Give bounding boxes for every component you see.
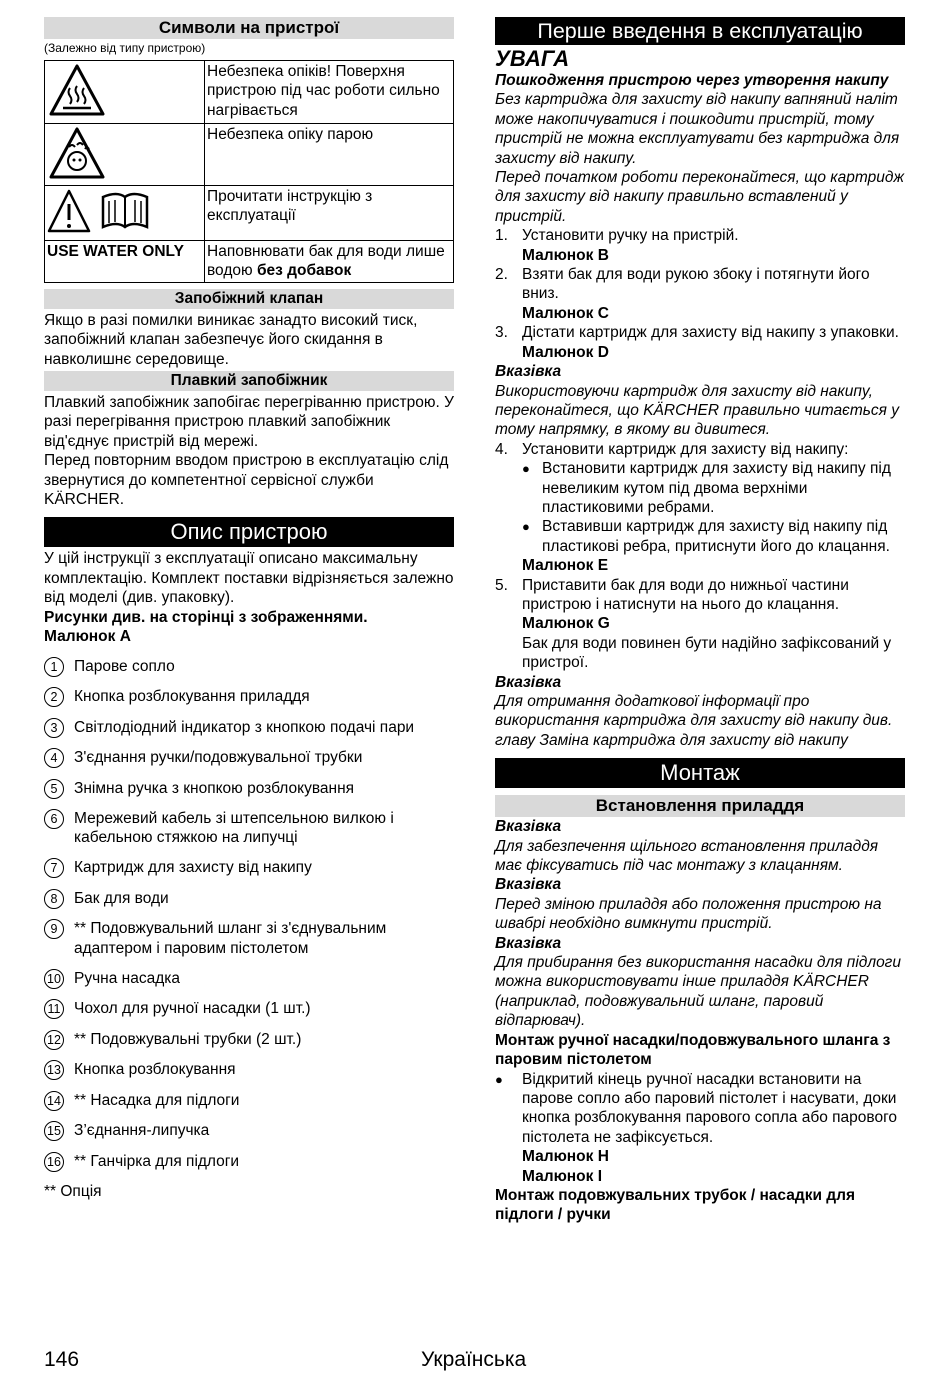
item-text: Бак для води	[74, 889, 169, 907]
note-text: Для забезпечення щільного встановлення приладдя має фіксуватись під час монтажу з клацанням.	[495, 837, 879, 875]
item-number: 3	[44, 718, 64, 738]
figure-b-label: Малюнок B	[522, 246, 609, 264]
symbols-note: (Залежно від типу пристрою)	[44, 41, 206, 55]
fuse-text: Перед повторним вводом пристрою в експлуатацію слід звернутися до компетентної сервісної служби KÄRCHER.	[44, 452, 449, 509]
step-1: 1. Установити ручку на пристрій.	[495, 226, 905, 245]
item-text: З’єднання-липучка	[74, 1122, 210, 1140]
symbol-row	[45, 124, 454, 186]
hot-surface-warning-icon	[45, 61, 205, 124]
page-number: 146	[44, 1348, 80, 1371]
use-water-only-label: USE WATER ONLY	[45, 241, 205, 283]
right-column	[495, 17, 905, 1225]
note-label: Вказівка	[495, 934, 562, 952]
item-number: 1	[44, 657, 64, 677]
list-item	[44, 999, 454, 1019]
symbol-row	[45, 241, 454, 283]
list-item	[44, 809, 454, 848]
list-item	[44, 1030, 454, 1050]
bullet-item: ● Встановити картридж для захисту від накипу під невеликим кутом під двома верхніми пластиковими ребрами.	[495, 459, 905, 517]
item-text: Мережевий кабель зі штепсельною вилкою і кабельною стяжкою на липучці	[74, 810, 394, 847]
item-text: ** Подовжувальні трубки (2 шт.)	[74, 1030, 302, 1048]
item-text: Кнопка розблокування приладдя	[74, 688, 310, 705]
symbol-row	[45, 61, 454, 124]
item-text: Кнопка розблокування	[74, 1061, 236, 1079]
figures-note: Рисунки див. на сторінці з зображеннями.	[44, 608, 368, 626]
parts-list	[44, 657, 454, 1172]
list-item	[44, 1121, 454, 1141]
list-item	[44, 919, 454, 958]
note-text: Для отримання додаткової інформації про використання картриджа для захисту від накипу див. главу Заміна картриджа для захисту від накипу	[495, 693, 893, 749]
bullet-text: Відкритий кінець ручної насадки встановити на парове сопло або паровий пістолет і насувати, доки кнопка розблокування парового сопла або парового пістолета не зафіксується.	[522, 1070, 898, 1146]
step-3: 3. Дістати картридж для захисту від накипу з упаковки.	[495, 323, 905, 342]
item-number: 13	[44, 1060, 64, 1080]
step-text: Установити картридж для захисту від накипу:	[522, 440, 849, 458]
list-item	[44, 1060, 454, 1080]
note-label: Вказівка	[495, 876, 562, 894]
step-5: 5. Приставити бак для води до нижньої частини пристрою і натиснути на нього до клацання.	[495, 576, 905, 615]
caution-label: УВАГА	[495, 46, 570, 71]
note-text: Перед зміною приладдя або положення пристрою на швабрі необхідно вимкнути пристрій.	[495, 895, 882, 933]
step-text: Взяти бак для води рукою збоку і потягнути його вниз.	[522, 266, 870, 303]
option-note: ** Опція	[44, 1183, 102, 1201]
list-item	[44, 718, 454, 738]
fuse-text: Плавкий запобіжник запобігає перегріванню пристрою. У разі перегрівання пристрою плавкий запобіжник від'єднує пристрій від мережі.	[44, 394, 454, 450]
item-number: 14	[44, 1091, 64, 1111]
item-number: 15	[44, 1121, 64, 1141]
caution-text: Перед початком роботи переконайтеся, що картридж для захисту від накипу правильно вставлений у пристрій.	[495, 169, 905, 225]
caution-title: Пошкодження пристрою через утворення накипу	[495, 72, 889, 89]
item-number: 10	[44, 969, 64, 989]
symbol-text: Прочитати інструкцію з експлуатації	[205, 186, 454, 241]
figure-g-label: Малюнок G	[522, 615, 610, 633]
read-manual-icon	[45, 186, 205, 241]
list-item	[44, 1152, 454, 1172]
item-number: 5	[44, 779, 64, 799]
note-label: Вказівка	[495, 818, 562, 836]
figure-d-label: Малюнок D	[522, 343, 609, 361]
tubes-heading: Монтаж подовжувальних трубок / насадки для підлоги / ручки	[495, 1186, 856, 1224]
caution-text: Без картриджа для захисту від накипу вапняний наліт може накопичуватися і пошкодити пристрій, тому пристрій не можна експлуатувати без картриджа для захисту від накипу.	[495, 91, 900, 167]
item-text: ** Ганчірка для підлоги	[74, 1152, 240, 1170]
item-number: 8	[44, 889, 64, 909]
item-text: ** Подовжувальний шланг зі з'єднувальним адаптером і паровим пістолетом	[74, 920, 387, 957]
description-heading: Опис пристрою	[44, 517, 454, 547]
figure-h-label: Малюнок H	[522, 1148, 609, 1166]
figure-i-label: Малюнок I	[522, 1167, 603, 1185]
item-number: 2	[44, 687, 64, 707]
list-item	[44, 748, 454, 768]
step-text: Приставити бак для води до нижньої частини пристрою і натиснути на нього до клацання.	[522, 576, 849, 613]
page-language: Українська	[421, 1348, 527, 1371]
accessory-heading: Встановлення приладдя	[495, 795, 905, 817]
figure-a-label: Малюнок A	[44, 628, 131, 646]
bullet-item: ● Вставивши картридж для захисту від накипу під пластикові ребра, притиснути його до клацання.	[495, 517, 905, 556]
symbols-table	[44, 60, 454, 283]
figure-e-label: Малюнок E	[522, 557, 609, 575]
safety-valve-text: Якщо в разі помилки виникає занадто високий тиск, запобіжний клапан забезпечує його скидання в навколишнє середовище.	[44, 311, 418, 368]
item-number: 4	[44, 748, 64, 768]
steam-burn-warning-icon	[45, 124, 205, 186]
symbol-row	[45, 186, 454, 241]
note-label: Вказівка	[495, 363, 562, 381]
step-2: 2. Взяти бак для води рукою збоку і потягнути його вниз.	[495, 265, 905, 304]
symbol-text: Небезпека опіку парою	[205, 124, 454, 186]
step-4: 4. Установити картридж для захисту від накипу:	[495, 440, 905, 459]
list-item	[44, 889, 454, 909]
item-text: З'єднання ручки/подовжувальної трубки	[74, 749, 363, 766]
left-column	[44, 17, 454, 1202]
first-use-heading: Перше введення в експлуатацію	[495, 17, 905, 45]
item-text: Ручна насадка	[74, 969, 180, 987]
item-text: Парове сопло	[74, 657, 175, 675]
symbols-heading: Символи на пристрої	[44, 17, 454, 39]
step-note: Бак для води повинен бути надійно зафіксований у пристрої.	[522, 634, 892, 672]
item-text: Чохол для ручної насадки (1 шт.)	[74, 1000, 311, 1018]
item-number: 6	[44, 809, 64, 829]
item-text: Знімна ручка з кнопкою розблокування	[74, 779, 355, 797]
symbol-text: Наповнювати бак для води лише водою без добавок	[205, 241, 454, 283]
assembly-heading: Монтаж	[495, 758, 905, 788]
item-number: 9	[44, 919, 64, 939]
step-text: Установити ручку на пристрій.	[522, 227, 739, 245]
note-text: Для прибирання без використання насадки для підлоги можна використовувати інше приладдя KÄRCHER (наприклад, подовжувальний шланг, паровий відпарювач).	[495, 954, 901, 1030]
item-number: 11	[44, 999, 64, 1019]
list-item	[44, 969, 454, 989]
list-item	[44, 1091, 454, 1111]
item-number: 7	[44, 858, 64, 878]
bullet-text: Встановити картридж для захисту від накипу під невеликим кутом під двома верхніми пластиковими ребрами.	[542, 460, 891, 516]
symbol-text: Небезпека опіків! Поверхня пристрою під час роботи сильно нагрівається	[205, 61, 454, 124]
description-text: У цій інструкції з експлуатації описано максимальну комплектацію. Комплект поставки відрізняється залежно від моделі (див. упаковку).	[44, 550, 454, 607]
item-text: ** Насадка для підлоги	[74, 1091, 240, 1109]
note-label: Вказівка	[495, 673, 562, 691]
item-text: Світлодіодний індикатор з кнопкою подачі пари	[74, 718, 415, 736]
hand-nozzle-heading: Монтаж ручної насадки/подовжувального шланга з паровим пістолетом	[495, 1031, 891, 1069]
list-item	[44, 687, 454, 707]
list-item	[44, 657, 454, 677]
step-text: Дістати картридж для захисту від накипу з упаковки.	[522, 324, 899, 342]
bullet-text: Вставивши картридж для захисту від накипу під пластикові ребра, притиснути його до клацання.	[542, 518, 890, 555]
safety-valve-heading: Запобіжний клапан	[44, 289, 454, 309]
item-text: Картридж для захисту від накипу	[74, 859, 312, 877]
figure-c-label: Малюнок C	[522, 304, 609, 322]
item-number: 12	[44, 1030, 64, 1050]
list-item	[44, 779, 454, 799]
list-item	[44, 858, 454, 878]
bullet-item: ● Відкритий кінець ручної насадки встановити на парове сопло або паровий пістолет і насувати, доки кнопка розблокування парового сопла або парового пістолета не зафіксується.	[495, 1070, 905, 1148]
fuse-heading: Плавкий запобіжник	[44, 371, 454, 391]
note-text: Використовуючи картридж для захисту від накипу, переконайтеся, що KÄRCHER правильно читається у тому напрямку, в якому ви дивитеся.	[495, 382, 899, 439]
item-number: 16	[44, 1152, 64, 1172]
